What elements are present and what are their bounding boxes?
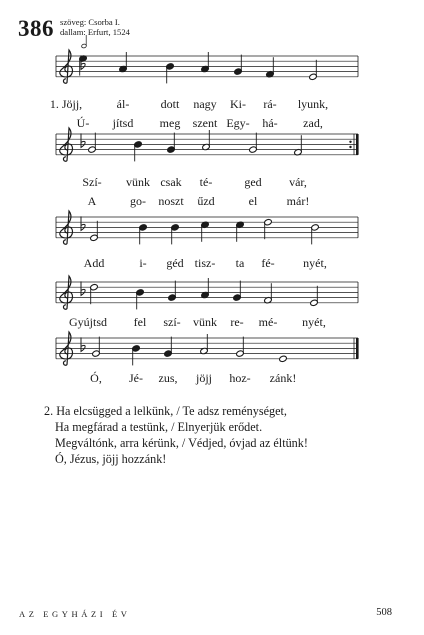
lyric-syllable: fel [133, 315, 147, 329]
lyric-syllable: i- [139, 256, 147, 270]
flat-key-signature-icon [81, 281, 85, 295]
lyric-syllable: vünk [126, 175, 150, 189]
lyric-syllable: re- [230, 315, 244, 329]
staff-system-2 [56, 128, 359, 161]
lyric-syllable: géd [166, 256, 184, 270]
lyric-syllable: csak [160, 175, 182, 189]
lyric-syllable: el [248, 194, 258, 208]
lyric-syllable: nyét, [302, 315, 326, 329]
lyric-syllable: szent [192, 116, 218, 130]
repeat-dot [349, 146, 351, 148]
lyric-syllable: tisz- [194, 256, 216, 270]
lyric-syllable: hoz- [229, 371, 251, 385]
flat-key-signature-icon [81, 216, 85, 230]
lyric-syllable: szí- [163, 315, 181, 329]
staff-system-4 [56, 276, 358, 309]
lyric-syllable: zánk! [269, 371, 297, 385]
lyric-syllable: űzd [197, 194, 215, 208]
melody-credit: dallam: Erfurt, 1524 [60, 27, 130, 37]
lyric-syllable: Ó, [90, 371, 102, 385]
lyric-syllable: ged [244, 175, 262, 189]
lyric-syllable: ta [235, 256, 245, 270]
lyric-syllable: té- [199, 175, 213, 189]
lyric-syllable: már! [286, 194, 310, 208]
lyric-syllable: Egy- [226, 116, 250, 130]
staff-system-3 [56, 211, 358, 244]
lyric-syllable: 1. Jöjj, [49, 97, 83, 111]
lyric-syllable: A [87, 194, 97, 208]
lyric-syllable: go- [130, 194, 146, 208]
lyric-syllable: nagy [193, 97, 217, 111]
lyric-syllable: nyét, [303, 256, 327, 270]
end-barline-thick [356, 338, 359, 359]
verse-2-line-1: 2. Ha elcsügged a lelkünk, / Te adsz reménységet, [44, 404, 287, 418]
lyric-syllable: zus, [158, 371, 178, 385]
lyric-syllable: há- [262, 116, 278, 130]
text-credit: szöveg: Csorba I. [60, 17, 120, 27]
repeat-dot [349, 141, 351, 143]
lyric-syllable: ál- [116, 97, 130, 111]
page-number: 508 [376, 607, 392, 618]
lyric-syllable: vár, [289, 175, 307, 189]
lyric-syllable: fé- [261, 256, 275, 270]
lyric-syllable: Szí- [82, 175, 102, 189]
lyric-syllable: Ú- [76, 116, 90, 130]
lyric-syllable: jöjj [195, 371, 213, 385]
lyric-syllable: Gyújtsd [68, 315, 108, 329]
lyric-syllable: mé- [258, 315, 278, 329]
verse-2-line-3: Megváltónk, arra kérünk, / Védjed, óvjad az éltünk! [55, 436, 308, 450]
footer-section: AZ EGYHÁZI ÉV [19, 609, 131, 619]
verse-2-line-2: Ha megfárad a testünk, / Elnyerjük erődet. [55, 420, 263, 434]
end-barline-thick [356, 134, 359, 155]
lyric-syllable: vünk [193, 315, 217, 329]
lyric-syllable: zad, [303, 116, 323, 130]
lyric-syllable: noszt [158, 194, 184, 208]
lyric-syllable: Jé- [129, 371, 143, 385]
whole-note [279, 355, 288, 362]
staff-system-5 [56, 332, 359, 365]
lyric-syllable: dott [160, 97, 180, 111]
lyric-syllable: lyunk, [297, 97, 329, 111]
lyric-syllable: meg [159, 116, 181, 130]
lyric-syllable: Ki- [230, 97, 246, 111]
lyric-syllable: Add [83, 256, 105, 270]
lyric-syllable: rá- [263, 97, 277, 111]
verse-2 [44, 403, 308, 467]
hymn-number: 386 [18, 16, 54, 41]
flat-key-signature-icon [81, 133, 85, 147]
flat-key-signature-icon [81, 337, 85, 351]
staff-system-1 [56, 35, 358, 83]
verse-2-line-4: Ó, Jézus, jöjj hozzánk! [55, 452, 167, 466]
lyric-syllable: jítsd [112, 116, 134, 130]
